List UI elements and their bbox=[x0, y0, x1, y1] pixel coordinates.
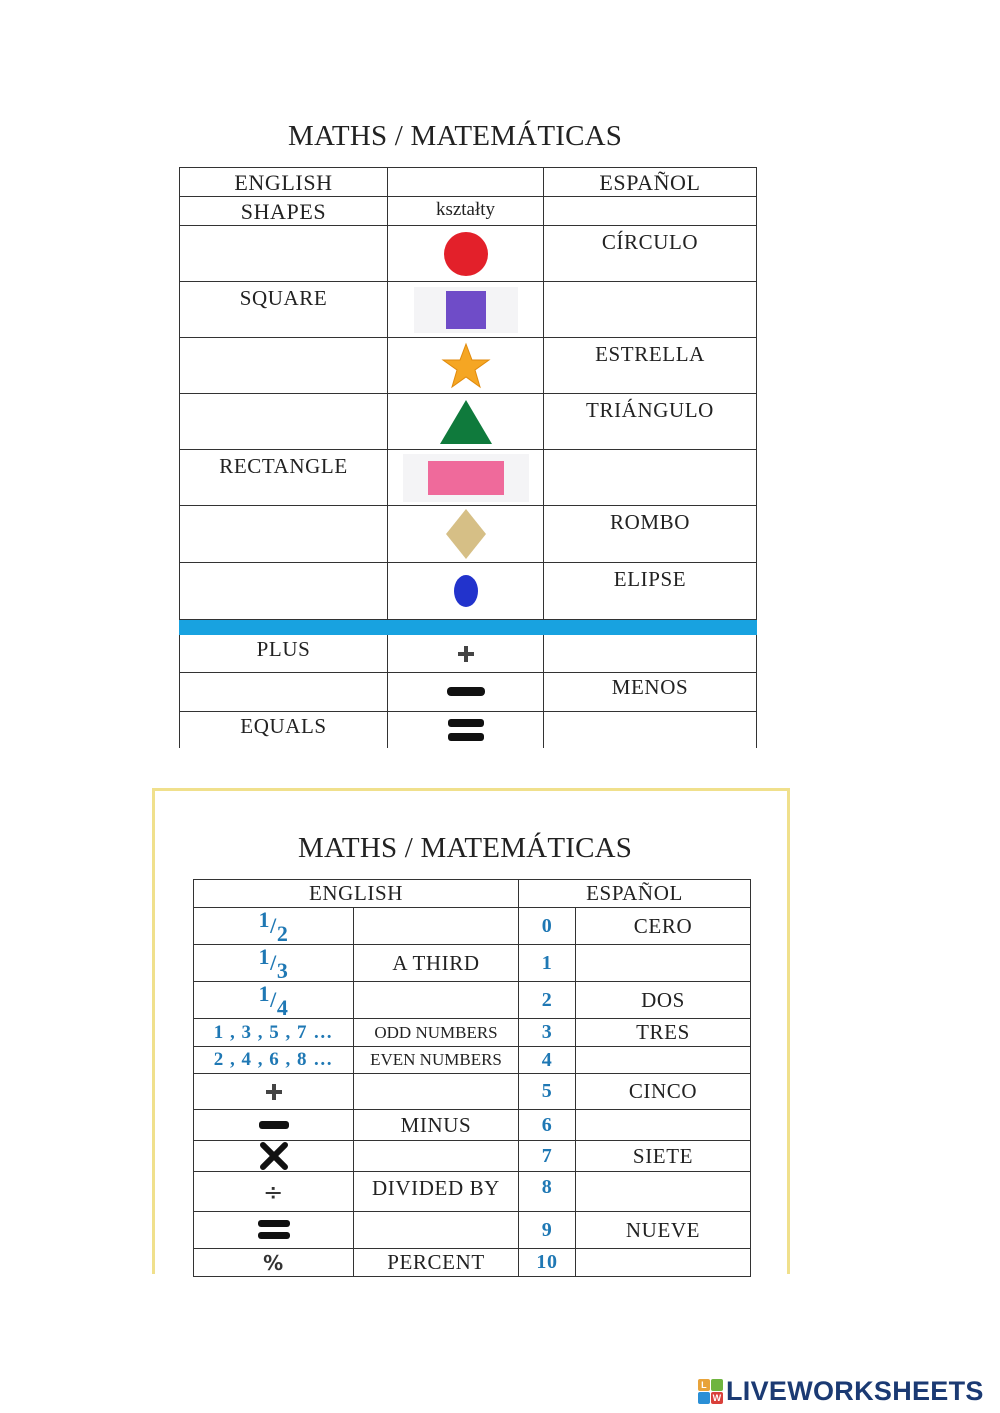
table-row bbox=[194, 908, 751, 945]
header-english: ENGLISH bbox=[194, 880, 519, 908]
english-cell: ODD NUMBERS bbox=[354, 1019, 519, 1047]
spanish-cell[interactable] bbox=[576, 1172, 751, 1212]
logo-text: LIVEWORKSHEETS bbox=[726, 1376, 984, 1406]
spanish-cell: DOS bbox=[576, 982, 751, 1019]
table-row bbox=[180, 226, 757, 282]
shape-english[interactable] bbox=[180, 506, 388, 563]
english-cell[interactable] bbox=[354, 908, 519, 945]
shape-english: SQUARE bbox=[180, 282, 388, 338]
spanish-cell[interactable] bbox=[576, 1249, 751, 1277]
plus-icon bbox=[388, 635, 544, 673]
number-cell: 8 bbox=[519, 1172, 576, 1212]
header-spanish: ESPAÑOL bbox=[544, 168, 757, 197]
symbol-spanish: MENOS bbox=[544, 673, 757, 712]
table-row bbox=[194, 1141, 751, 1172]
header-english: ENGLISH bbox=[180, 168, 388, 197]
table2-title: MATHS / MATEMÁTICAS bbox=[298, 832, 633, 864]
blue-divider bbox=[180, 620, 757, 635]
shape-spanish[interactable] bbox=[544, 450, 757, 506]
table-row bbox=[194, 945, 751, 982]
symbol-spanish[interactable] bbox=[544, 712, 757, 748]
english-cell[interactable] bbox=[354, 1074, 519, 1110]
symbol-english[interactable] bbox=[180, 673, 388, 712]
minus-icon bbox=[194, 1110, 354, 1141]
shape-spanish[interactable] bbox=[544, 282, 757, 338]
equals-icon bbox=[388, 712, 544, 748]
symbol-english: EQUALS bbox=[180, 712, 388, 748]
pink-rectangle-icon bbox=[388, 450, 544, 506]
table-row bbox=[194, 1249, 751, 1277]
number-cell: 1 bbox=[519, 945, 576, 982]
subheader-spanish bbox=[544, 197, 757, 226]
header-middle bbox=[388, 168, 544, 197]
number-cell: 3 bbox=[519, 1019, 576, 1047]
header-spanish: ESPAÑOL bbox=[519, 880, 751, 908]
liveworksheets-logo[interactable] bbox=[698, 1376, 984, 1407]
shapes-table bbox=[179, 167, 757, 748]
table-row bbox=[180, 506, 757, 563]
table-row bbox=[194, 1110, 751, 1141]
number-cell: 10 bbox=[519, 1249, 576, 1277]
table-row bbox=[180, 712, 757, 748]
shape-english[interactable] bbox=[180, 226, 388, 282]
percent-symbol: % bbox=[194, 1249, 354, 1277]
table-row bbox=[180, 673, 757, 712]
table-row bbox=[180, 394, 757, 450]
spanish-cell: TRES bbox=[576, 1019, 751, 1047]
one-quarter-fraction: 1/4 bbox=[194, 982, 354, 1019]
shape-english: RECTANGLE bbox=[180, 450, 388, 506]
table-row bbox=[194, 1047, 751, 1074]
subheader-middle: kształty bbox=[388, 197, 544, 226]
shape-spanish: ROMBO bbox=[544, 506, 757, 563]
table-row bbox=[194, 1019, 751, 1047]
one-third-fraction: 1/3 bbox=[194, 945, 354, 982]
table-row bbox=[194, 1212, 751, 1249]
multiply-icon bbox=[194, 1141, 354, 1172]
logo-mark-icon: L W bbox=[698, 1379, 723, 1404]
symbol-spanish[interactable] bbox=[544, 635, 757, 673]
shape-spanish: ELIPSE bbox=[544, 563, 757, 620]
spanish-cell[interactable] bbox=[576, 945, 751, 982]
spanish-cell[interactable] bbox=[576, 1047, 751, 1074]
table-row bbox=[194, 1172, 751, 1212]
number-cell: 7 bbox=[519, 1141, 576, 1172]
english-cell: DIVIDED BY bbox=[354, 1172, 519, 1212]
table-row bbox=[180, 450, 757, 506]
number-cell: 4 bbox=[519, 1047, 576, 1074]
orange-star-icon bbox=[388, 338, 544, 394]
english-cell[interactable] bbox=[354, 1141, 519, 1172]
english-cell: MINUS bbox=[354, 1110, 519, 1141]
english-cell: A THIRD bbox=[354, 945, 519, 982]
numbers-table bbox=[193, 879, 751, 1277]
number-cell: 5 bbox=[519, 1074, 576, 1110]
green-triangle-icon bbox=[388, 394, 544, 450]
table1-title: MATHS / MATEMÁTICAS bbox=[288, 120, 623, 152]
symbol-english: PLUS bbox=[180, 635, 388, 673]
minus-icon bbox=[388, 673, 544, 712]
english-cell: PERCENT bbox=[354, 1249, 519, 1277]
divide-symbol: ÷ bbox=[194, 1172, 354, 1212]
table-row bbox=[180, 635, 757, 673]
table-row bbox=[180, 282, 757, 338]
equals-icon bbox=[194, 1212, 354, 1249]
number-cell: 2 bbox=[519, 982, 576, 1019]
spanish-cell[interactable] bbox=[576, 1110, 751, 1141]
shape-spanish: ESTRELLA bbox=[544, 338, 757, 394]
shape-english[interactable] bbox=[180, 394, 388, 450]
english-cell: EVEN NUMBERS bbox=[354, 1047, 519, 1074]
shape-english[interactable] bbox=[180, 563, 388, 620]
spanish-cell: SIETE bbox=[576, 1141, 751, 1172]
one-half-fraction: 1/2 bbox=[194, 908, 354, 945]
blue-ellipse-icon bbox=[388, 563, 544, 620]
number-cell: 6 bbox=[519, 1110, 576, 1141]
tan-diamond-icon bbox=[388, 506, 544, 563]
shape-spanish: TRIÁNGULO bbox=[544, 394, 757, 450]
shape-spanish: CÍRCULO bbox=[544, 226, 757, 282]
table-row bbox=[180, 338, 757, 394]
spanish-cell: CERO bbox=[576, 908, 751, 945]
red-circle-icon bbox=[388, 226, 544, 282]
english-cell[interactable] bbox=[354, 1212, 519, 1249]
shape-english[interactable] bbox=[180, 338, 388, 394]
spanish-cell: NUEVE bbox=[576, 1212, 751, 1249]
subheader-english: SHAPES bbox=[180, 197, 388, 226]
purple-square-icon bbox=[388, 282, 544, 338]
table-row bbox=[194, 982, 751, 1019]
even-sequence: 2 , 4 , 6 , 8 … bbox=[194, 1047, 354, 1074]
plus-icon bbox=[194, 1074, 354, 1110]
table-row bbox=[180, 563, 757, 620]
number-cell: 9 bbox=[519, 1212, 576, 1249]
english-cell[interactable] bbox=[354, 982, 519, 1019]
odd-sequence: 1 , 3 , 5 , 7 … bbox=[194, 1019, 354, 1047]
table-row bbox=[194, 1074, 751, 1110]
spanish-cell: CINCO bbox=[576, 1074, 751, 1110]
number-cell: 0 bbox=[519, 908, 576, 945]
